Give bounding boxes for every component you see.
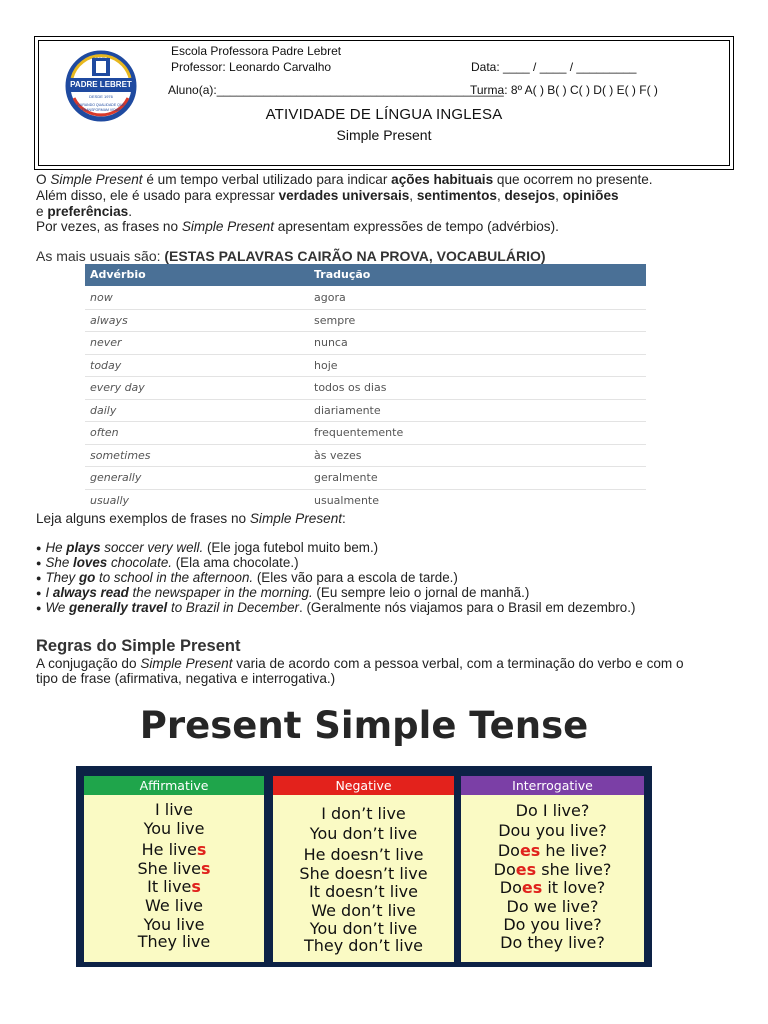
- table-row: every day todos os dias: [85, 376, 646, 400]
- table-row: usually usualmente: [90, 493, 380, 507]
- interrogative-line: Does he live?: [497, 841, 608, 860]
- affirmative-line: You live: [143, 915, 205, 934]
- negative-line: He doesn’t live: [303, 845, 424, 864]
- student-field[interactable]: Aluno(a):___________________________________________: [168, 83, 504, 97]
- col-header-adverb: Advérbio: [90, 268, 146, 281]
- table-row: today hoje: [85, 354, 646, 378]
- table-row: never nunca: [85, 331, 646, 355]
- table-row: always sempre: [85, 309, 646, 333]
- header-inner-border: [38, 40, 730, 166]
- rules-line-2: tipo de frase (afirmativa, negativa e interrogativa.): [36, 671, 336, 686]
- negative-line: You don’t live: [309, 919, 418, 938]
- negative-line: They don’t live: [303, 936, 424, 955]
- teacher-name: Professor: Leonardo Carvalho: [171, 60, 332, 74]
- interrogative-line: Do I live?: [515, 801, 590, 820]
- date-field[interactable]: Data: ____ / ____ / _________: [471, 60, 637, 74]
- affirmative-line: We live: [144, 896, 203, 915]
- negative-column: [273, 776, 454, 962]
- school-name: Escola Professora Padre Lebret: [171, 44, 342, 58]
- table-row: daily diariamente: [85, 399, 646, 423]
- table-row: generally geralmente: [85, 466, 646, 490]
- interrogative-line: Do they live?: [500, 933, 605, 952]
- interrogative-header: Interrogative: [461, 776, 644, 795]
- examples-intro: Leja alguns exemplos de frases no Simple Present:: [36, 511, 346, 526]
- col-header-translation: Tradução: [314, 268, 371, 281]
- rules-heading: Regras do Simple Present: [36, 637, 241, 655]
- affirmative-line: He lives: [141, 840, 207, 859]
- list-item: ● He plays soccer very well. (Ele joga futebol muito bem.): [36, 540, 379, 555]
- adverb-table-header: [85, 264, 646, 286]
- negative-line: We don’t live: [311, 901, 416, 920]
- affirmative-column: [84, 776, 264, 962]
- negative-line: She doesn’t live: [299, 864, 428, 883]
- activity-subtitle: Simple Present: [336, 127, 432, 143]
- negative-line: It doesn’t live: [309, 882, 418, 901]
- logo-name: PADRE LEBRET: [70, 80, 132, 89]
- list-item: ● We generally travel to Brazil in December. (Geralmente nós viajamos para o Brasil em dezembro.): [36, 600, 636, 615]
- intro-line-5: As mais usuais são: (ESTAS PALAVRAS CAIRÃO NA PROVA, VOCABULÁRIO): [36, 248, 546, 264]
- class-field[interactable]: Turma: 8º A( ) B( ) C( ) D( ) E( ) F( ): [470, 83, 658, 97]
- affirmative-line: She lives: [137, 859, 211, 878]
- affirmative-line: It lives: [147, 877, 201, 896]
- intro-line-4: Por vezes, as frases no Simple Present apresentam expressões de tempo (advérbios).: [36, 219, 559, 234]
- interrogative-line: Do we live?: [506, 897, 599, 916]
- negative-line: You don’t live: [309, 824, 418, 843]
- adverb-table: [85, 264, 646, 512]
- activity-title: ATIVIDADE DE LÍNGUA INGLESA: [265, 106, 503, 123]
- table-row: sometimes às vezes: [85, 444, 646, 468]
- present-simple-title: Present Simple Tense: [139, 704, 589, 747]
- list-item: ● They go to school in the afternoon. (Eles vão para a escola de tarde.): [36, 570, 458, 585]
- affirmative-line: You live: [143, 819, 205, 838]
- intro-line-1: O Simple Present é um tempo verbal utilizado para indicar ações habituais que ocorrem no presente.: [36, 172, 653, 187]
- interrogative-column: [461, 776, 644, 962]
- logo-tagline-1: DURANDO QUALIDADE QUE: [77, 103, 125, 107]
- interrogative-line: Dou you live?: [498, 821, 607, 840]
- intro-line-3: e preferências.: [36, 204, 132, 219]
- interrogative-line: Do you live?: [503, 915, 602, 934]
- intro-line-2: Além disso, ele é usado para expressar verdades universais, sentimentos, desejos, opiniões: [36, 188, 619, 203]
- logo-tagline-2: TRANSFORMAM VIDAS: [81, 108, 121, 112]
- affirmative-header: Affirmative: [84, 776, 264, 795]
- table-row: now agora: [85, 286, 646, 310]
- interrogative-line: Does it love?: [499, 878, 606, 897]
- affirmative-line: I live: [154, 800, 193, 819]
- present-simple-panel: [76, 766, 652, 967]
- interrogative-line: Does she live?: [493, 860, 612, 879]
- rules-line-1: A conjugação do Simple Present varia de acordo com a pessoa verbal, com a terminação do verbo e com o: [36, 656, 684, 671]
- list-item: ● She loves chocolate. (Ela ama chocolate.): [36, 555, 299, 570]
- logo-sub: DESDE 1976: [89, 94, 113, 99]
- affirmative-line: They live: [137, 932, 211, 951]
- logo-top-text: ESCOLA: [92, 56, 110, 61]
- table-row: often frequentemente: [85, 421, 646, 445]
- negative-header: Negative: [273, 776, 454, 795]
- list-item: ● I always read the newspaper in the morning. (Eu sempre leio o jornal de manhã.): [36, 585, 530, 600]
- negative-line: I don’t live: [321, 804, 406, 823]
